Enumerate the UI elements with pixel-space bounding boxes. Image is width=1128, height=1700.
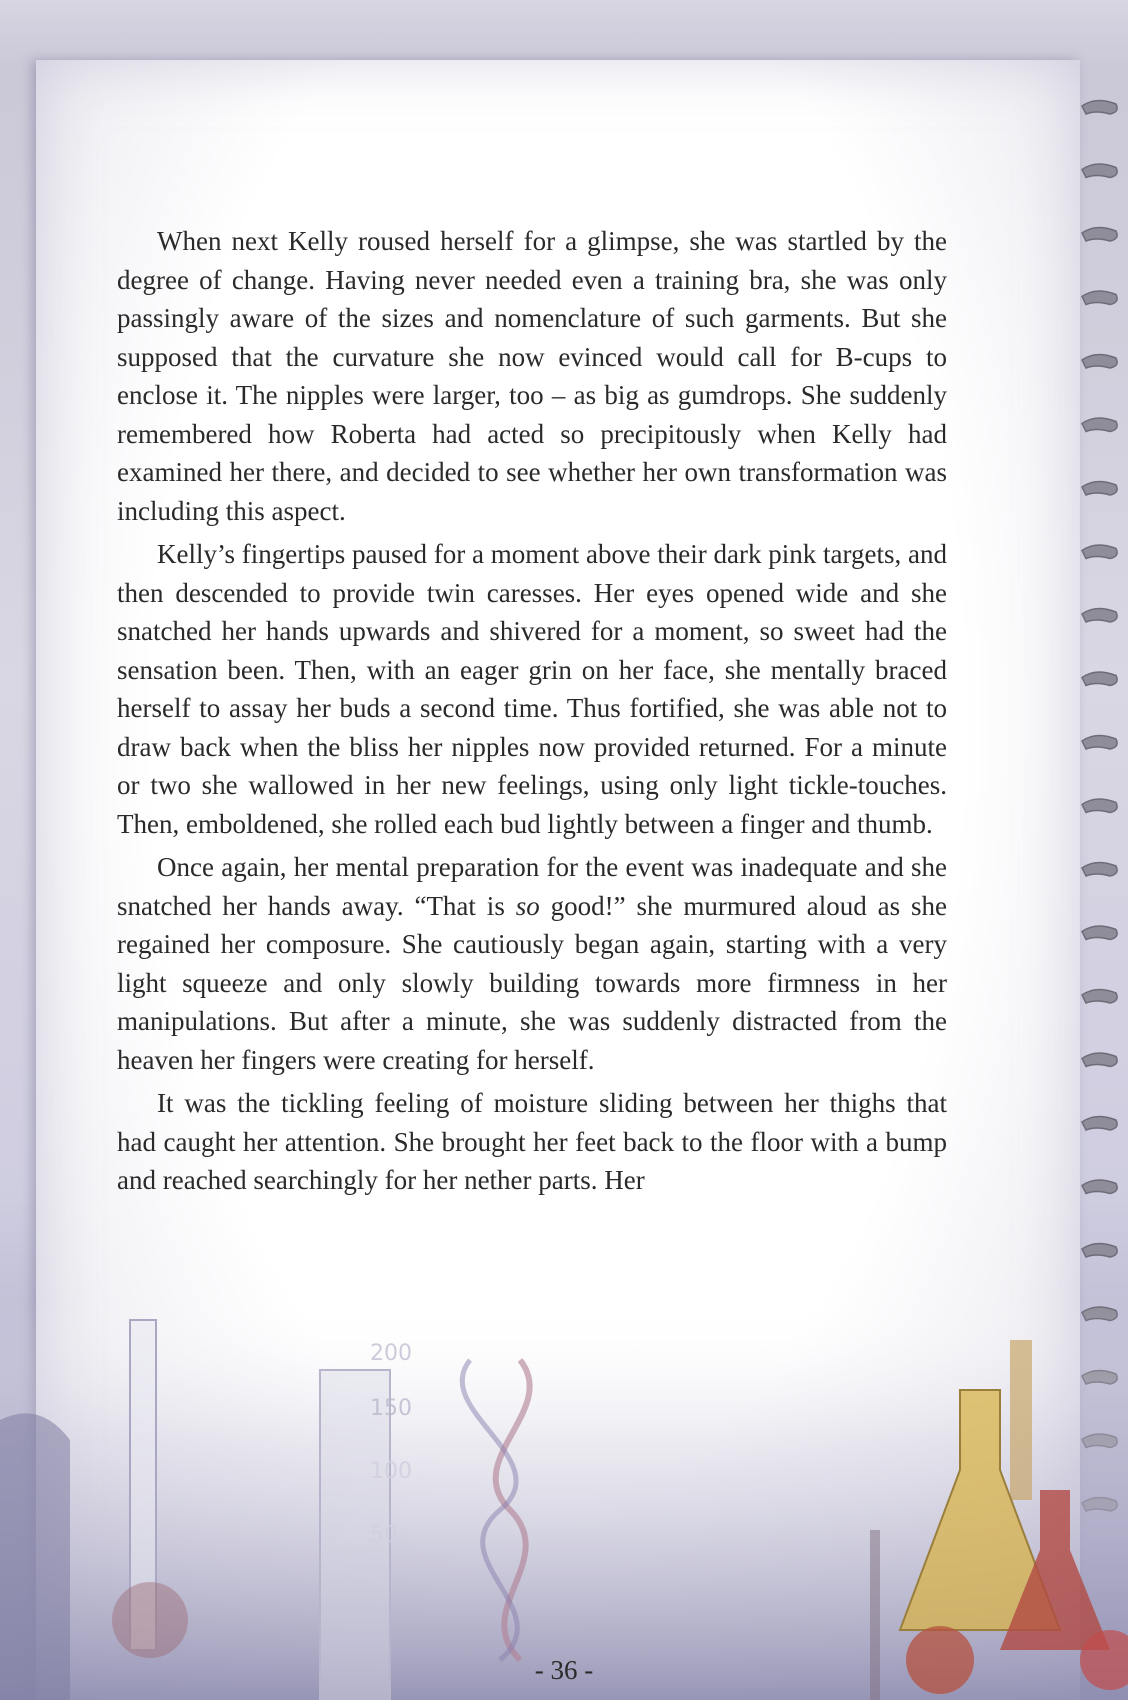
spiral-ring [1082, 481, 1117, 495]
paragraph [117, 222, 947, 530]
page-number: - 36 - [534, 1655, 594, 1685]
spiral-ring [1082, 418, 1117, 432]
scale-label: 150 [370, 1396, 412, 1421]
scale-label: 200 [370, 1341, 412, 1366]
spiral-ring [1082, 545, 1117, 559]
paragraph [117, 535, 947, 843]
body-text [117, 222, 947, 1205]
spiral-ring [1082, 164, 1117, 178]
spiral-ring [1082, 735, 1117, 749]
spiral-ring [1082, 608, 1117, 622]
spiral-ring [1082, 862, 1117, 876]
spiral-ring [1082, 291, 1117, 305]
paragraph [117, 1084, 947, 1200]
spiral-ring [1082, 1053, 1117, 1067]
spiral-ring [1082, 1243, 1117, 1257]
spiral-ring [1082, 1116, 1117, 1130]
scale-label: 100 [370, 1459, 412, 1484]
spiral-ring [1082, 926, 1117, 940]
text-run: Once again, her mental preparation for the event was inadequate and she snatched her hands away. “That is [117, 852, 947, 921]
paragraph [117, 848, 947, 1079]
spiral-ring [1082, 100, 1117, 114]
scale-label: 50 [370, 1523, 398, 1548]
text-run: It was the tickling feeling of moisture sliding between her thighs that had caught her attention. She brought her feet back to the floor with a bump and reached searchingly for her nether parts. Her [117, 1088, 947, 1195]
text-run: When next Kelly roused herself for a glimpse, she was startled by the degree of change. Having never needed even a training bra, she was only passingly aware of the sizes and nomenclature of such garments. But she supposed that the curvature she now evinced would call for B-cups to enclose it. The nipples were larger, too – as big as gumdrops. She suddenly remembered how Roberta had acted so precipitously when Kelly had examined her there, and decided to see whether her own transformation was including this aspect. [117, 226, 947, 526]
spiral-ring [1082, 227, 1117, 241]
spiral-ring [1082, 672, 1117, 686]
spiral-ring [1082, 799, 1117, 813]
emphasis-text: so [515, 890, 540, 921]
round-flask-left [112, 1582, 188, 1658]
spiral-ring [1082, 989, 1117, 1003]
spiral-ring [1082, 1180, 1117, 1194]
spiral-ring [1082, 354, 1117, 368]
lab-glassware-illustration [0, 1300, 1128, 1700]
text-run: good!” she murmured aloud as she regained her composure. She cautiously began again, starting with a very light squeeze and only slowly building towards more firmness in her manipulations. But after a minute, she was suddenly distracted from the heaven her fingers were creating for herself. [117, 890, 947, 1075]
text-run: Kelly’s fingertips paused for a moment above their dark pink targets, and then descended to provide twin caresses. Her eyes opened wide and she snatched her hands upwards and shivered for a moment, so sweet had the sensation been. Then, with an eager grin on her face, she mentally braced herself to assay her buds a second time. Thus fortified, she was able not to draw back when the bliss her nipples now provided returned. For a minute or two she wallowed in her new feelings, using only light tickle-touches. Then, emboldened, she rolled each bud lightly between a finger and thumb. [117, 539, 947, 839]
